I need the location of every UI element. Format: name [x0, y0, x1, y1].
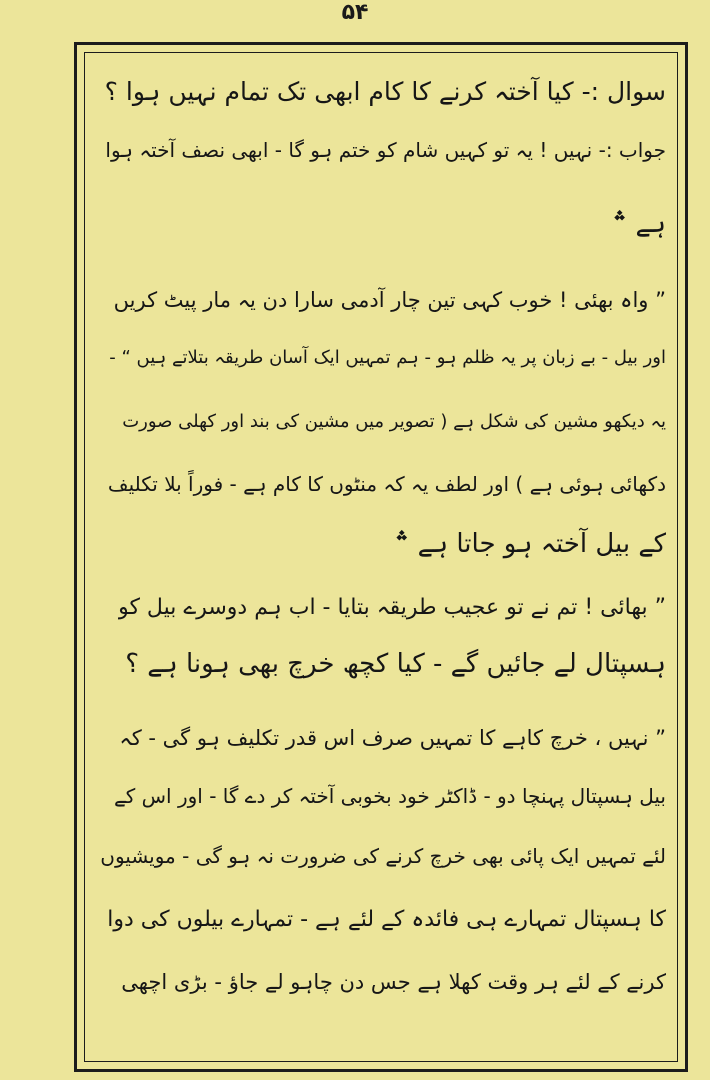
text-line-2: جواب :- نہیں ! یہ تو کہیں شام کو ختم ہو گا - ابھی نصف آختہ ہوا: [105, 138, 666, 162]
text-line-9: ” بھائی ! تم نے تو عجیب طریقہ بتایا - اب ہم دوسرے بیل کو: [118, 595, 666, 620]
text-line-12: بیل ہسپتال پہنچا دو - ڈاکٹر خود بخوبی آختہ کر دے گا - اور اس کے: [114, 784, 666, 808]
text-line-5: اور بیل - بے زبان پر یہ ظلم ہو - ہم تمہیں ایک آسان طریقہ بتلاتے ہیں “ -: [109, 347, 666, 368]
text-line-11: ” نہیں ، خرچ کاہے کا تمہیں صرف اس قدر تکلیف ہو گی - کہ: [119, 726, 666, 750]
text-line-15: کرنے کے لئے ہر وقت کھلا ہے جس دن چاہو لے جاؤ - بڑی اچھی: [121, 970, 666, 994]
text-line-14: کا ہسپتال تمہارے ہی فائدہ کے لئے ہے - تمہارے بیلوں کی دوا: [107, 907, 666, 932]
text-line-10: ہسپتال لے جائیں گے - کیا کچھ خرچ بھی ہونا ہے ؟: [125, 649, 666, 679]
text-line-6: یہ دیکھو مشین کی شکل ہے ( تصویر میں مشین کی بند اور کھلی صورت: [122, 411, 666, 432]
text-line-7: دکھائی ہوئی ہے ) اور لطف یہ کہ منٹوں کا کام ہے - فوراً بلا تکلیف: [107, 472, 666, 496]
text-line-13: لئے تمہیں ایک پائی بھی خرچ کرنے کی ضرورت نہ ہو گی - مویشیوں: [100, 844, 666, 868]
text-line-1: سوال :- کیا آختہ کرنے کا کام ابھی تک تمام نہیں ہوا ؟: [104, 77, 666, 106]
page-number: ۵۴: [341, 0, 369, 25]
text-line-8: کے بیل آختہ ہو جاتا ہے ؞: [394, 529, 666, 559]
text-line-3: ہے ؞: [612, 209, 666, 239]
text-line-4: ” واہ بھئی ! خوب کہی تین چار آدمی سارا دن یہ مار پیٹ کریں: [113, 288, 666, 312]
